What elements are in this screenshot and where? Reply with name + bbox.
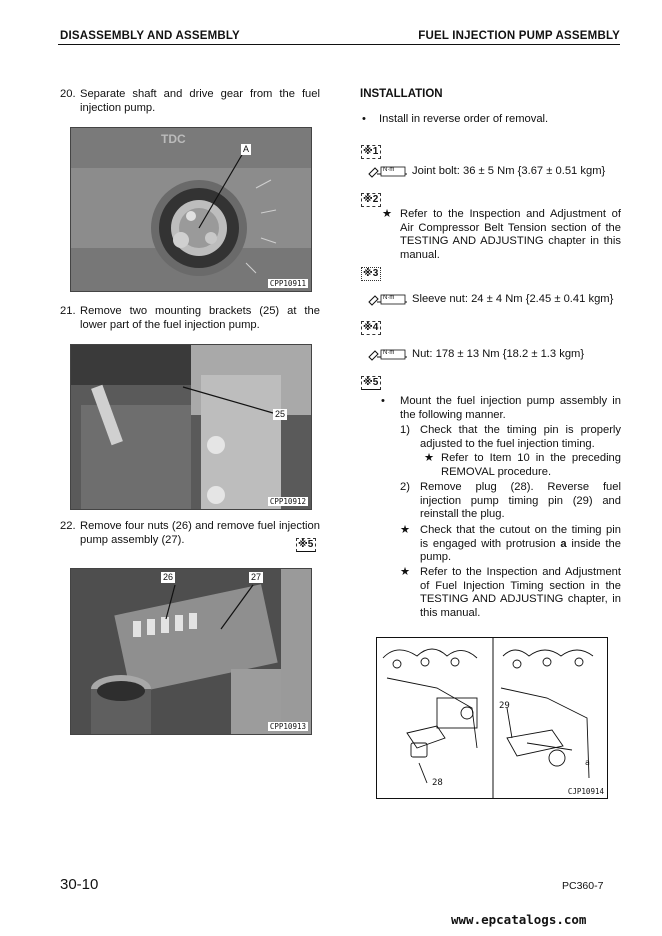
- star-icon: ★: [424, 452, 435, 464]
- photo-label-25: 25: [275, 409, 286, 419]
- timing-pin-line-drawing: [377, 638, 607, 798]
- sub-step-2: Remove plug (28). Reverse fuel injection pump timing pin (29) and reinstall the plug.: [420, 481, 621, 520]
- header-chapter-title: FUEL INJECTION PUMP ASSEMBLY: [418, 30, 620, 42]
- note-injection-timing: Refer to the Inspection and Adjustment of Fuel Injection Timing section in the TESTING AND ADJUSTING chapter, in this manual.: [420, 566, 621, 619]
- photo-label-26: 26: [163, 572, 174, 582]
- diagram-label-28: 28: [432, 778, 443, 788]
- protrusion-label: a: [560, 537, 567, 550]
- photo-pump-assembly: [70, 568, 312, 735]
- install-mark-5: ※5: [361, 376, 381, 390]
- step-21: [60, 305, 322, 335]
- mounting-brackets-illustration: [71, 345, 311, 509]
- diagram-label-a: a: [585, 758, 590, 767]
- bullet-text: Install in reverse order of removal.: [379, 113, 549, 125]
- torque-wrench-icon: N·m: [367, 292, 409, 306]
- step-text: Separate shaft and drive gear from the fuel injection pump.: [80, 88, 320, 114]
- torque-spec-sleeve-nut: Sleeve nut: 24 ± 4 Nm {2.45 ± 0.41 kgm}: [412, 293, 614, 305]
- torque-spec-nut: Nut: 178 ± 13 Nm {18.2 ± 1.3 kgm}: [412, 348, 585, 360]
- header-section-title: DISASSEMBLY AND ASSEMBLY: [60, 30, 240, 42]
- sub-step-1: Check that the timing pin is properly adjusted to the fuel injection timing.: [420, 424, 621, 450]
- torque-wrench-icon: N·m: [367, 347, 409, 361]
- step-text: Remove four nuts (26) and remove fuel injection pump assembly (27).: [80, 520, 320, 546]
- photo-caption: CPP10912: [269, 497, 306, 506]
- bullet-dot: •: [362, 113, 366, 125]
- watermark-url: www.epcatalogs.com: [451, 912, 587, 927]
- star-icon: ★: [400, 566, 411, 578]
- photo-label-a: A: [243, 144, 250, 154]
- install-mark-4: ※4: [361, 321, 381, 335]
- torque-wrench-icon: N·m: [367, 164, 409, 178]
- install-mark-3: ※3: [361, 267, 381, 281]
- photo-mounting-brackets: [70, 344, 312, 510]
- torque-spec-joint-bolt: Joint bolt: 36 ± 5 Nm {3.67 ± 0.51 kgm}: [412, 165, 606, 177]
- machine-model: PC360-7: [562, 880, 604, 892]
- step-text: Remove two mounting brackets (25) at the lower part of the fuel injection pump.: [80, 305, 320, 331]
- page-number: 30-10: [60, 876, 99, 893]
- sub-step-1-note: Refer to Item 10 in the preceding REMOVAL procedure.: [441, 452, 621, 478]
- installation-bullet: [362, 113, 624, 127]
- photo-label-27: 27: [251, 572, 262, 582]
- note-belt-tension: Refer to the Inspection and Adjustment of Air Compressor Belt Tension section of the TESTING AND ADJUSTING chapter in this manual.: [400, 208, 621, 261]
- photo-caption: CPP10911: [269, 279, 306, 288]
- mount-intro: Mount the fuel injection pump assembly in the following manner.: [400, 395, 621, 421]
- sub-number: 1): [400, 424, 410, 436]
- timing-pin-diagram: [376, 637, 608, 799]
- pump-assembly-illustration: [71, 569, 311, 734]
- step-20: [60, 88, 322, 118]
- sub-number: 2): [400, 481, 410, 493]
- star-icon: ★: [382, 208, 393, 220]
- diagram-caption: CJP10914: [567, 787, 604, 796]
- star-icon: ★: [400, 524, 411, 536]
- header-rule: [58, 44, 620, 45]
- step-number: 20.: [60, 88, 76, 100]
- photo-drive-gear: [70, 127, 312, 292]
- tdc-marking: TDC: [161, 132, 186, 146]
- step-22: [60, 520, 322, 550]
- installation-title: INSTALLATION: [360, 88, 443, 100]
- photo-caption: CPP10913: [269, 722, 306, 731]
- step-number: 22.: [60, 520, 76, 532]
- install-ref-mark: ※5: [296, 538, 316, 552]
- install-mark-2: ※2: [361, 193, 381, 207]
- bullet-dot: •: [381, 395, 385, 407]
- diagram-label-29: 29: [499, 701, 510, 711]
- install-mark-1: ※1: [361, 145, 381, 159]
- drive-gear-illustration: [71, 128, 311, 291]
- note-timing-pin: Check that the cutout on the timing pin is engaged with protrusion a inside the pump.: [420, 524, 621, 563]
- step-number: 21.: [60, 305, 76, 317]
